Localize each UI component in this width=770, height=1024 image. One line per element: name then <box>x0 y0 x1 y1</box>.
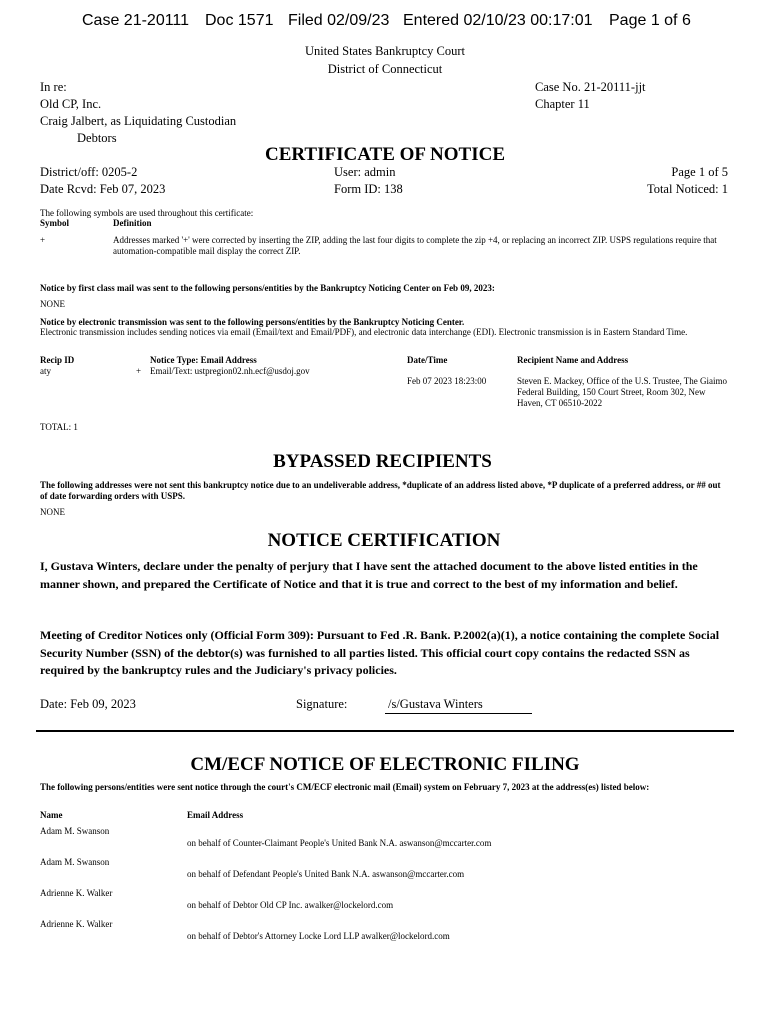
bypassed-none: NONE <box>40 507 65 517</box>
certification-date: Date: Feb 09, 2023 <box>40 697 136 711</box>
datetime-header: Date/Time <box>407 355 448 365</box>
definition-column-header: Definition <box>113 218 152 228</box>
electronic-notice-heading: Notice by electronic transmission was sent to the following persons/entities by the Bankruptcy Noticing Center. <box>40 317 465 327</box>
symbol-plus: + <box>40 235 46 245</box>
total-noticed: Total Noticed: 1 <box>646 182 728 196</box>
cmecf-row-name: Adrienne K. Walker <box>40 919 113 929</box>
recip-id: aty <box>40 366 51 376</box>
symbol-column-header: Symbol <box>40 218 70 228</box>
cmecf-title: CM/ECF NOTICE OF ELECTRONIC FILING <box>190 754 580 775</box>
notice-type-email: Email/Text: ustpregion02.nh.ecf@usdoj.gov <box>150 366 310 376</box>
symbols-intro: The following symbols are used throughout this certificate: <box>40 208 254 218</box>
court-district: District of Connecticut <box>327 62 443 76</box>
cmecf-email-header: Email Address <box>187 810 244 820</box>
section-divider <box>36 730 734 732</box>
signature-value: /s/Gustava Winters <box>388 697 483 711</box>
certification-ssn-notice: Meeting of Creditor Notices only (Official Form 309): Pursuant to Fed .R. Bank. P.2002(a)(1), a notice containing the complete Social Security Number (SSN) of the debtor(s) was furnished to all parties listed. This official court copy contains the redacted SSN as required by the bankruptcy rules and the Judiciary's privacy policies. <box>40 628 720 677</box>
cmecf-description: The following persons/entities were sent notice through the court's CM/ECF electronic mail (Email) system on February 7, 2023 at the address(es) listed below: <box>40 782 650 792</box>
cmecf-name-header: Name <box>40 810 63 820</box>
debtors-label: Debtors <box>77 131 117 145</box>
cmecf-row-email: on behalf of Counter-Claimant People's United Bank N.A. aswanson@mccarter.com <box>187 838 492 848</box>
form-id: Form ID: 138 <box>334 182 403 196</box>
bypassed-title: BYPASSED RECIPIENTS <box>273 451 492 472</box>
certificate-page: Page 1 of 5 <box>671 165 728 179</box>
cmecf-row-name: Adam M. Swanson <box>40 857 110 867</box>
header-filed: Filed 02/09/23 <box>288 12 390 29</box>
in-re-label: In re: <box>40 80 67 94</box>
cmecf-row-name: Adrienne K. Walker <box>40 888 113 898</box>
chapter: Chapter 11 <box>535 97 590 111</box>
notice-datetime: Feb 07 2023 18:23:00 <box>407 376 487 386</box>
bypassed-description: The following addresses were not sent this bankruptcy notice due to an undeliverable address, *duplicate of an address listed above, *P duplicate of a preferred address, or ## out of date forwarding orders with USPS. <box>40 480 721 501</box>
debtor-custodian: Craig Jalbert, as Liquidating Custodian <box>40 114 237 128</box>
certification-title: NOTICE CERTIFICATION <box>267 530 501 551</box>
recip-plus: + <box>136 366 142 376</box>
certification-declaration: I, Gustava Winters, declare under the penalty of perjury that I have sent the attached document to the above listed entities in the manner shown, and prepared the Certificate of Notice and that it is true and correct to the best of my information and belief. <box>40 559 698 591</box>
cmecf-row-email: on behalf of Defendant People's United Bank N.A. aswanson@mccarter.com <box>187 869 465 879</box>
mail-notice-heading: Notice by first class mail was sent to the following persons/entities by the Bankruptcy Noticing Center on Feb 09, 2023: <box>40 283 495 293</box>
certificate-title: CERTIFICATE OF NOTICE <box>264 144 506 165</box>
cmecf-row-name: Adam M. Swanson <box>40 826 110 836</box>
recip-id-header: Recip ID <box>40 355 75 365</box>
header-case: Case 21-20111 <box>82 12 190 29</box>
case-number: Case No. 21-20111-jjt <box>535 80 646 94</box>
recipient-header: Recipient Name and Address <box>517 355 629 365</box>
electronic-notice-description: Electronic transmission includes sending notices via email (Email/text and Email/PDF), and electronic data interchange (EDI). Electronic transmission is in Eastern Standard Time. <box>40 327 688 337</box>
notice-type-header: Notice Type: Email Address <box>150 355 257 365</box>
district-office: District/off: 0205-2 <box>40 165 138 179</box>
debtor-name: Old CP, Inc. <box>40 97 102 111</box>
date-received: Date Rcvd: Feb 07, 2023 <box>40 182 166 196</box>
signature-label: Signature: <box>296 697 348 711</box>
header-doc: Doc 1571 <box>205 12 274 29</box>
cmecf-row-email: on behalf of Debtor Old CP Inc. awalker@lockelord.com <box>187 900 394 910</box>
user: User: admin <box>334 165 396 179</box>
symbol-definition: Addresses marked '+' were corrected by inserting the ZIP, adding the last four digits to complete the zip +4, or replacing an incorrect ZIP. USPS regulations require that automation-compatible mail display the correct ZIP. <box>113 235 717 256</box>
court-name: United States Bankruptcy Court <box>304 44 466 58</box>
signature-line <box>385 713 532 714</box>
recipient-address: Steven E. Mackey, Office of the U.S. Trustee, The Giaimo Federal Building, 150 Court Street, Room 302, New Haven, CT 06510-2022 <box>517 376 728 408</box>
header-page: Page 1 of 6 <box>609 12 691 29</box>
notice-total: TOTAL: 1 <box>40 422 78 432</box>
header-entered: Entered 02/10/23 00:17:01 <box>403 12 593 29</box>
mail-notice-none: NONE <box>40 299 65 309</box>
cmecf-row-email: on behalf of Debtor's Attorney Locke Lord LLP awalker@lockelord.com <box>187 931 450 941</box>
